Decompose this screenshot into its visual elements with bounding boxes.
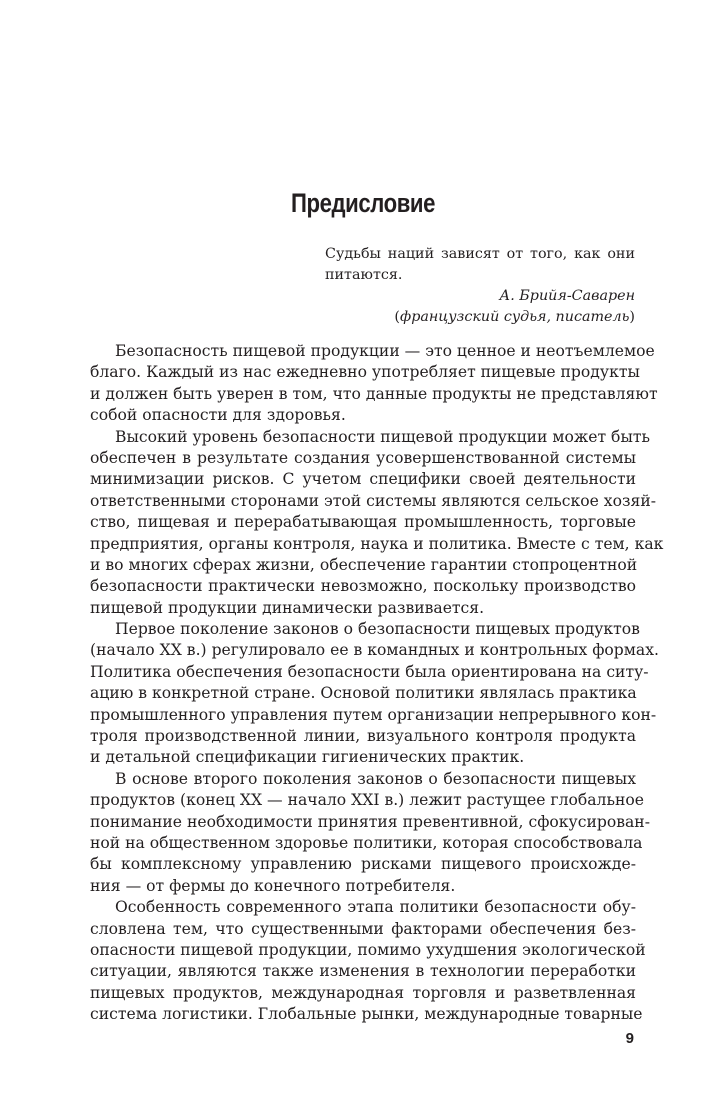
body-line: троля производственной линии, визуального контроля продукта xyxy=(90,727,636,746)
body-line: ответственными сторонами этой системы являются сельское хозяй- xyxy=(90,491,656,510)
body-line: ситуации, являются также изменения в технологии переработки xyxy=(90,962,636,981)
body-line: Высокий уровень безопасности пищевой продукции может быть xyxy=(115,427,650,446)
epigraph xyxy=(325,244,635,328)
body-line: ной на общественном здоровье политики, которая способствовала xyxy=(90,833,643,852)
epigraph-author-role xyxy=(325,307,635,328)
body-line: благо. Каждый из нас ежедневно употребляет пищевые продукты xyxy=(90,363,640,382)
page-title: Предисловие xyxy=(290,188,436,219)
body-line: ния — от фермы до конечного потребителя. xyxy=(90,876,456,895)
body-line: система логистики. Глобальные рынки, международные товарные xyxy=(90,1005,643,1024)
epigraph-role-close-paren: ) xyxy=(629,309,635,325)
body-line: ство, пищевая и перерабатывающая промышленность, торговые xyxy=(90,513,636,532)
body-line: В основе второго поколения законов о безопасности пищевых xyxy=(115,769,636,788)
epigraph-role-open-paren: ( xyxy=(394,309,400,325)
body-line: понимание необходимости принятия превентивной, сфокусирован- xyxy=(90,812,650,831)
body-line: Особенность современного этапа политики безопасности обу- xyxy=(115,898,636,917)
body-line: Политика обеспечения безопасности была ориентирована на ситу- xyxy=(90,662,649,681)
page-number: 9 xyxy=(625,1030,634,1047)
body-line: собой опасности для здоровья. xyxy=(90,406,346,425)
body-line: опасности пищевой продукции, помимо ухудшения экологической xyxy=(90,940,646,959)
body-line: пищевой продукции динамически развивается. xyxy=(90,598,485,617)
body-line: Безопасность пищевой продукции — это ценное и неотъемлемое xyxy=(115,342,655,360)
body-line: и должен быть уверен в том, что данные продукты не представляют xyxy=(90,384,658,403)
body-line: Первое поколение законов о безопасности пищевых продуктов xyxy=(115,620,640,639)
body-line: безопасности практически невозможно, поскольку производство xyxy=(90,577,636,596)
body-line: продуктов (конец XX — начало XXI в.) лежит растущее глобальное xyxy=(90,791,644,810)
body-line: бы комплексному управлению рисками пищевого происхожде- xyxy=(90,855,636,874)
body-line: обеспечен в результате создания усовершенствованной системы xyxy=(90,448,636,467)
body-line: словлена тем, что существенными факторами обеспечения без- xyxy=(90,919,636,938)
body-line: минимизации рисков. С учетом специфики своей деятельности xyxy=(90,470,636,489)
body-line: промышленного управления путем организации непрерывного кон- xyxy=(90,705,657,724)
epigraph-role-text: французский судья, писатель xyxy=(400,309,630,325)
epigraph-quote-line: Судьбы наций зависят от того, как они xyxy=(325,246,635,262)
body-line: ацию в конкретной стране. Основой политики являлась практика xyxy=(90,684,637,703)
epigraph-author: А. Брийя-Саварен xyxy=(499,288,635,304)
epigraph-quote-line: питаются. xyxy=(325,267,403,283)
body-line: и во многих сферах жизни, обеспечение гарантии стопроцентной xyxy=(90,555,638,574)
body-line: (начало XX в.) регулировало ее в командных и контрольных формах. xyxy=(90,641,659,660)
body-line: и детальной спецификации гигиенических практик. xyxy=(90,748,525,767)
body-line: предприятия, органы контроля, наука и политика. Вместе с тем, как xyxy=(90,534,664,553)
body-text xyxy=(90,341,664,1026)
body-line: пищевых продуктов, международная торговля и разветвленная xyxy=(90,983,636,1002)
